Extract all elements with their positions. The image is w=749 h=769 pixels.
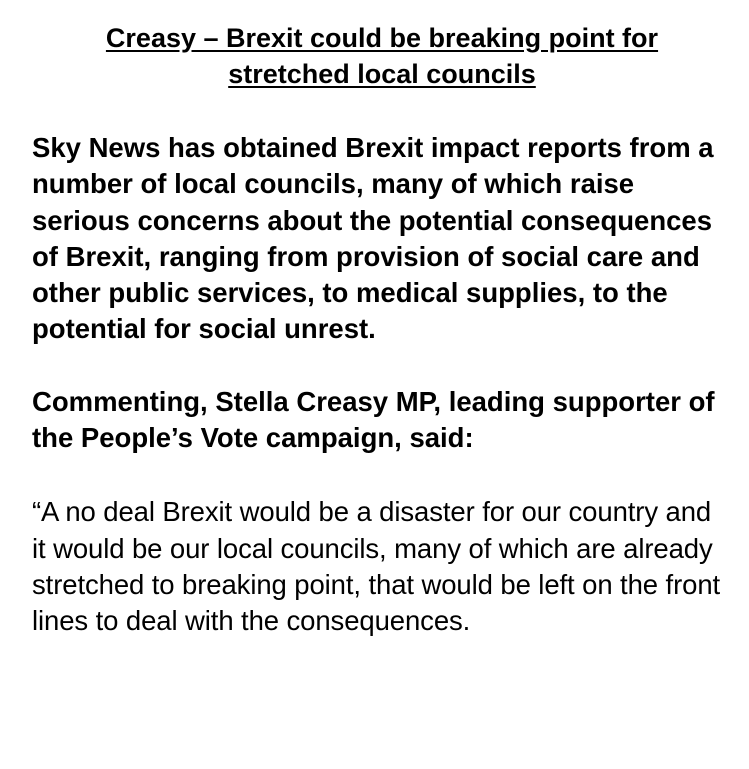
headline-line-1: Creasy – Brexit could be breaking point for	[105, 23, 659, 53]
headline-line-2: stretched local councils	[228, 59, 536, 89]
intro-paragraph: Sky News has obtained Brexit impact reports from a number of local councils, many of which raise serious concerns about the potential consequences of Brexit, ranging from provision of social care and other public services, to medical supplies, to the potential for social unrest.	[32, 132, 714, 345]
quote-paragraph: “A no deal Brexit would be a disaster for our country and it would be our local councils, many of which are already stretched to breaking point, that would be left on the front lines to deal with the consequences.	[32, 496, 721, 637]
press-release	[32, 20, 722, 640]
attribution-paragraph: Commenting, Stella Creasy MP, leading supporter of the People’s Vote campaign, said:	[32, 385, 715, 454]
headline	[32, 20, 722, 92]
